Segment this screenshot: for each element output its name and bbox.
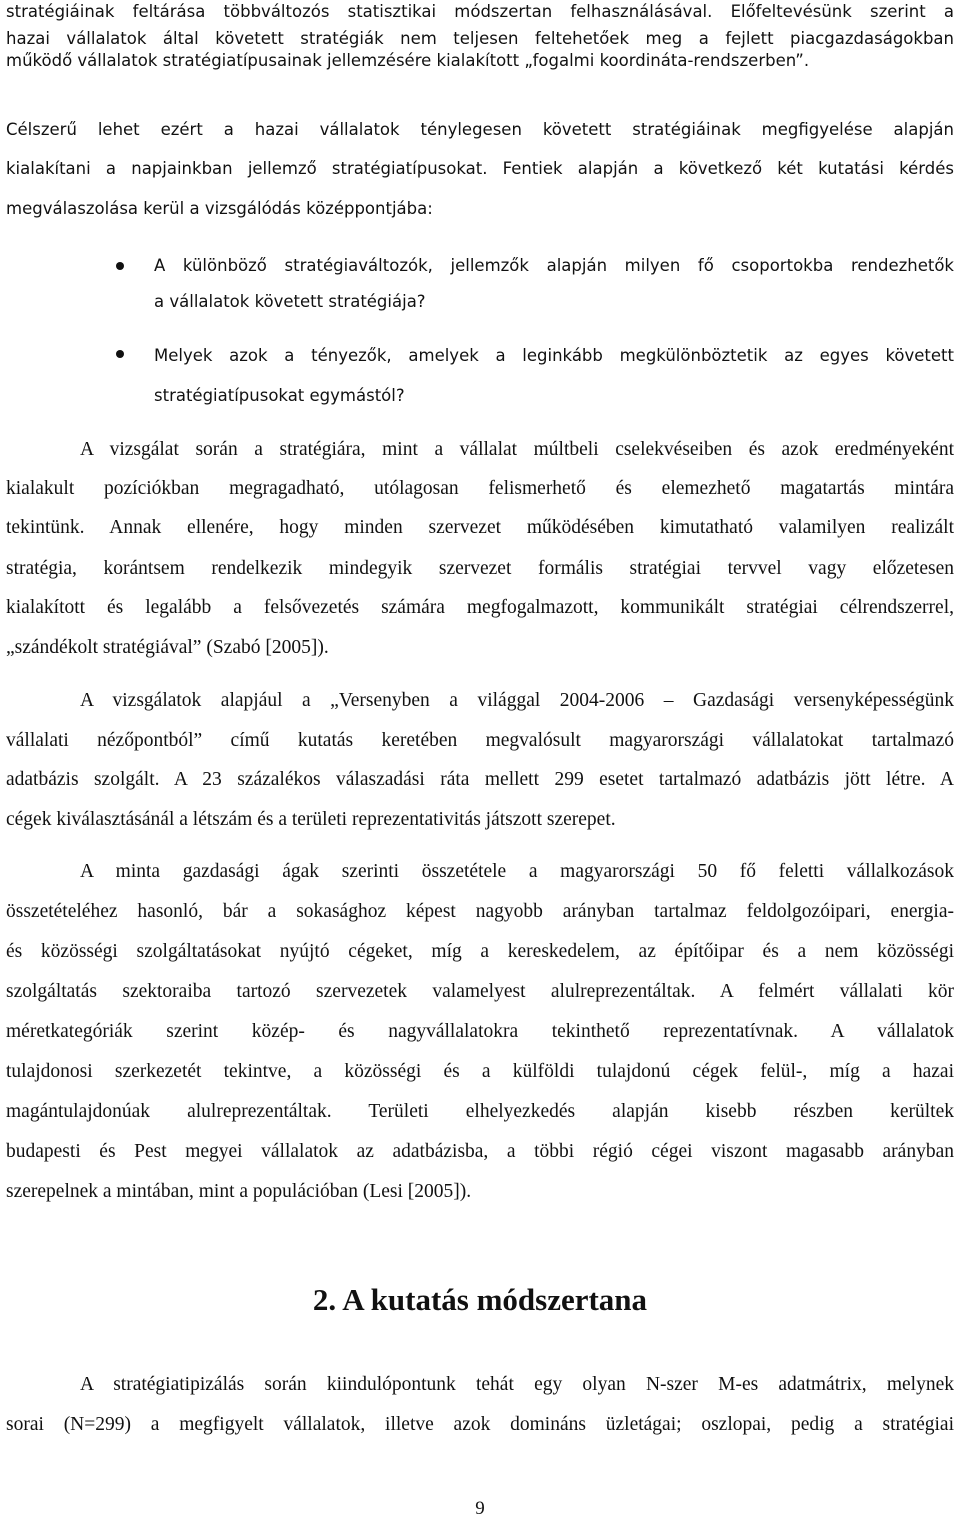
paragraph-line: működő vállalatok stratégiatípusainak jellemzésére kialakított „fogalmi koordináta-rendszerben”.	[6, 51, 810, 70]
paragraph-line: megválaszolása kerül a vizsgálódás középpontjába:	[6, 199, 433, 218]
paragraph-line: tulajdonosi szerkezetét tekintve, a közösségi és a külföldi tulajdonú cégek felül-, míg a hazai	[6, 1061, 954, 1082]
bullet-icon	[116, 262, 124, 270]
paragraph-line: tekintünk. Annak ellenére, hogy minden szervezet működésében kimutatható valamilyen realizált	[6, 517, 954, 538]
list-item-line: a vállalatok követett stratégiája?	[154, 292, 426, 311]
section-heading: 2. A kutatás módszertana	[312, 1282, 648, 1317]
paragraph-line: stratégia, korántsem rendelkezik mindegyik szervezet formális stratégiai tervvel vagy előzetesen	[6, 558, 954, 579]
paragraph-line: A minta gazdasági ágak szerinti összetétele a magyarországi 50 fő feletti vállalkozások	[80, 861, 954, 882]
paragraph-line: szolgáltatás szektoraiba tartozó szervezetek valamelyest alulreprezentáltak. A felmért vállalati kör	[6, 981, 954, 1002]
paragraph-line: budapesti és Pest megyei vállalatok az adatbázisba, a többi régió cégei viszont magasabb arányban	[6, 1141, 954, 1162]
paragraph-line: magántulajdonúak alulreprezentáltak. Területi elhelyezkedés alapján kisebb részben kerültek	[6, 1101, 954, 1122]
paragraph-line: és közösségi szolgáltatásokat nyújtó cégeket, míg a kereskedelem, az építőipar és a nem közösségi	[6, 941, 954, 962]
paragraph-line: szerepelnek a mintában, mint a populációban (Lesi [2005]).	[6, 1181, 472, 1202]
paragraph-line: kialakított és legalább a felsővezetés számára megfogalmazott, kommunikált stratégiai célrendszerrel,	[6, 597, 954, 618]
bullet-icon	[116, 350, 124, 358]
paragraph-line: A stratégiatipizálás során kiindulópontunk tehát egy olyan N-szer M-es adatmátrix, melynek	[80, 1374, 954, 1395]
list-item-line: stratégiatípusokat egymástól?	[154, 386, 405, 405]
paragraph-line: hazai vállalatok által követett stratégiák nem teljesen feltehetőek meg a fejlett piacgazdaságokban	[6, 29, 954, 48]
paragraph-line: A vizsgálatok alapjául a „Versenyben a világgal 2004-2006 – Gazdasági versenyképességünk	[80, 690, 954, 711]
paragraph-line: vállalati nézőpontból” című kutatás keretében megvalósult magyarországi vállalatokat tartalmazó	[6, 730, 954, 751]
list-item-line: A különböző stratégiaváltozók, jellemzők alapján milyen fő csoportokba rendezhetők	[154, 256, 954, 275]
paragraph-line: kialakult pozíciókban megragadható, utólagosan felismerhető és elemezhető magatartás mintára	[6, 478, 954, 499]
paragraph-line: stratégiáinak feltárása többváltozós statisztikai módszertan felhasználásával. Előfeltevésünk szerint a	[6, 2, 954, 21]
paragraph-line: összetételéhez hasonló, bár a sokasághoz képest nagyobb arányban tartalmaz feldolgozóipari, energia-	[6, 901, 954, 922]
paragraph-line: cégek kiválasztásánál a létszám és a területi reprezentativitás játszott szerepet.	[6, 809, 616, 830]
paragraph-line: adatbázis szolgált. A 23 százalékos válaszadási ráta mellett 299 esetet tartalmazó adatbázis jött létre. A	[6, 769, 954, 790]
paragraph-line: A vizsgálat során a stratégiára, mint a vállalat múltbeli cselekvéseiben és azok eredményeként	[80, 439, 954, 460]
paragraph-line: sorai (N=299) a megfigyelt vállalatok, illetve azok domináns üzletágai; oszlopai, pedig a stratégiai	[6, 1414, 954, 1435]
paragraph-line: méretkategóriák szerint közép- és nagyvállalatokra tekinthető reprezentatívnak. A vállalatok	[6, 1021, 954, 1042]
page-number: 9	[475, 1498, 485, 1519]
list-item-line: Melyek azok a tényezők, amelyek a leginkább megkülönböztetik az egyes követett	[154, 346, 954, 365]
paragraph-line: Célszerű lehet ezért a hazai vállalatok ténylegesen követett stratégiáinak megfigyelése alapján	[6, 120, 954, 139]
paragraph-line: „szándékolt stratégiával” (Szabó [2005]).	[6, 637, 329, 658]
paragraph-line: kialakítani a napjainkban jellemző stratégiatípusokat. Fentiek alapján a következő két kutatási kérdés	[6, 159, 954, 178]
